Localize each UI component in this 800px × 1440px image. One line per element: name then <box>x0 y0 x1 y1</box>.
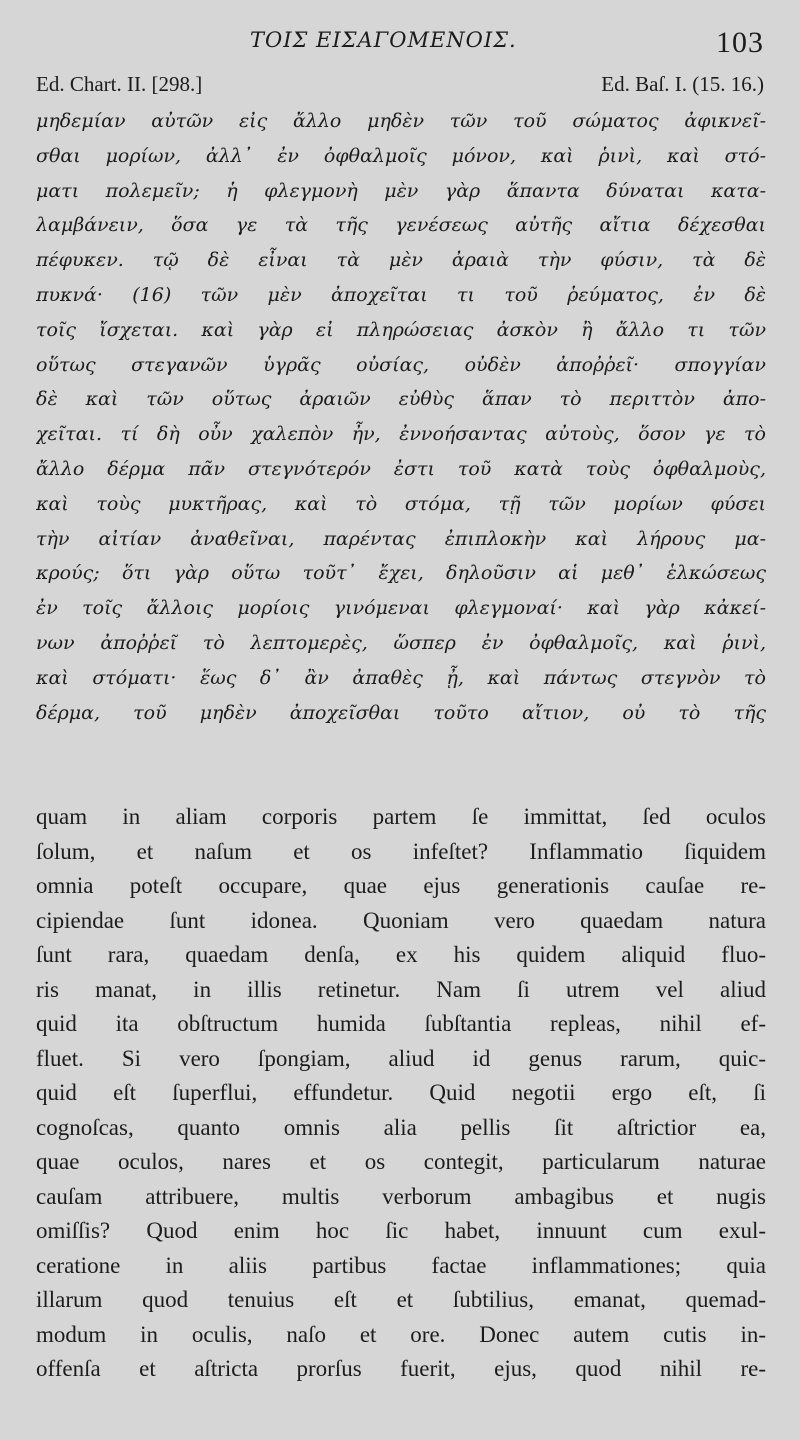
greek-line: τοῖς ἴσχεται. καὶ γὰρ εἰ πληρώσειας ἀσκὸν ἢ ἄλλο τι τῶν <box>36 318 766 341</box>
latin-line: cognoſcas, quanto omnis alia pellis ſit aſtrictior ea, <box>36 1114 766 1140</box>
latin-line: illarum quod tenuius eſt et ſubtilius, emanat, quemad- <box>36 1287 766 1312</box>
running-head: ΤΟΙΣ ΕΙΣΑΓΟΜΕΝΟΙΣ. <box>250 28 517 52</box>
latin-text-block <box>36 800 766 1387</box>
greek-line: ἄλλο δέρμα πᾶν στεγνότερόν ἐστι τοῦ κατὰ τοὺς ὀφθαλμοὺς, <box>36 457 766 480</box>
latin-line: quae oculos, nares et os contegit, particularum naturae <box>36 1149 766 1174</box>
latin-line: quam in aliam corporis partem ſe immittat, ſed oculos <box>36 804 766 829</box>
greek-line: κρούς; ὅτι γὰρ οὕτω τοῦτ᾽ ἔχει, δηλοῦσιν αἱ μεθ᾽ ἑλκώσεως <box>36 562 766 585</box>
latin-line: cauſam attribuere, multis verborum ambagibus et nugis <box>36 1183 766 1209</box>
greek-line: δέρμα, τοῦ μηδὲν ἀποχεῖσθαι τοῦτο αἴτιον, οὐ τὸ τῆς <box>36 701 766 724</box>
greek-line: τὴν αἰτίαν ἀναθεῖναι, παρέντας ἐπιπλοκὴν καὶ λήρους μα- <box>36 527 766 550</box>
greek-line: ἐν τοῖς ἄλλοις μορίοις γινόμεναι φλεγμοναί· καὶ γὰρ κἀκεί- <box>36 597 766 620</box>
greek-line: ματι πολεμεῖν; ἡ φλεγμονὴ μὲν γὰρ ἅπαντα δύναται κατα- <box>36 179 766 202</box>
greek-line: δὲ καὶ τῶν οὕτως ἀραιῶν εὐθὺς ἅπαν τὸ περιττὸν ἀπο- <box>36 388 766 411</box>
greek-line: οὕτως στεγανῶν ὑγρᾶς οὐσίας, οὐδὲν ἀποῤῥεῖ· σπογγίαν <box>36 353 766 376</box>
latin-line: ceratione in aliis partibus factae inflammationes; quia <box>36 1252 766 1278</box>
latin-line: ſunt rara, quaedam denſa, ex his quidem aliquid fluo- <box>36 942 766 967</box>
greek-line: μηδεμίαν αὐτῶν εἰς ἄλλο μηδὲν τῶν τοῦ σώματος ἀφικνεῖ- <box>36 110 766 132</box>
greek-line: σθαι μορίων, ἀλλ᾽ ἐν ὀφθαλμοῖς μόνον, καὶ ῥινὶ, καὶ στό- <box>36 144 766 167</box>
latin-line: omiſſis? Quod enim hoc ſic habet, innuunt cum exul- <box>36 1218 766 1243</box>
greek-line: λαμβάνειν, ὅσα γε τὰ τῆς γενέσεως αὐτῆς αἴτια δέχεσθαι <box>36 214 766 237</box>
greek-line: χεῖται. τί δὴ οὖν χαλεπὸν ἦν, ἐννοήσαντας αὐτοὺς, ὅσον γε τὸ <box>36 423 766 446</box>
greek-line: νων ἀποῤῥεῖ τὸ λεπτομερὲς, ὥσπερ ἐν ὀφθαλμοῖς, καὶ ῥινὶ, <box>36 631 766 654</box>
greek-line: πέφυκεν. τῷ δὲ εἶναι τὰ μὲν ἀραιὰ τὴν φύσιν, τὰ δὲ <box>36 249 766 272</box>
latin-line: quid eſt ſuperflui, effundetur. Quid negotii ergo eſt, ſi <box>36 1080 766 1105</box>
greek-line: καὶ στόματι· ἕως δ᾽ ἂν ἀπαθὲς ᾖ, καὶ πάντως στεγνὸν τὸ <box>36 666 766 689</box>
page-number: 103 <box>716 26 764 59</box>
greek-line: καὶ τοὺς μυκτῆρας, καὶ τὸ στόμα, τῇ τῶν μορίων φύσει <box>36 492 766 515</box>
latin-line: offenſa et aſtricta prorſus fuerit, ejus, quod nihil re- <box>36 1356 766 1381</box>
latin-line: cipiendae ſunt idonea. Quoniam vero quaedam natura <box>36 907 766 933</box>
greek-line: πυκνά· (16) τῶν μὲν ἀποχεῖται τι τοῦ ῥεύματος, ἐν δὲ <box>36 283 766 306</box>
latin-line: ſolum, et naſum et os infeſtet? Inflammatio ſiquidem <box>36 838 766 864</box>
edition-reference-right: Ed. Baſ. I. (15. 16.) <box>601 72 764 96</box>
edition-reference-left: Ed. Chart. II. [298.] <box>36 72 203 96</box>
latin-line: quid ita obſtructum humida ſubſtantia repleas, nihil ef- <box>36 1011 766 1036</box>
latin-line: modum in oculis, naſo et ore. Donec autem cutis in- <box>36 1321 766 1347</box>
latin-line: fluet. Si vero ſpongiam, aliud id genus rarum, quic- <box>36 1045 766 1071</box>
latin-line: omnia poteſt occupare, quae ejus generationis cauſae re- <box>36 873 766 898</box>
greek-text-block <box>36 104 766 730</box>
latin-line: ris manat, in illis retinetur. Nam ſi utrem vel aliud <box>36 976 766 1002</box>
